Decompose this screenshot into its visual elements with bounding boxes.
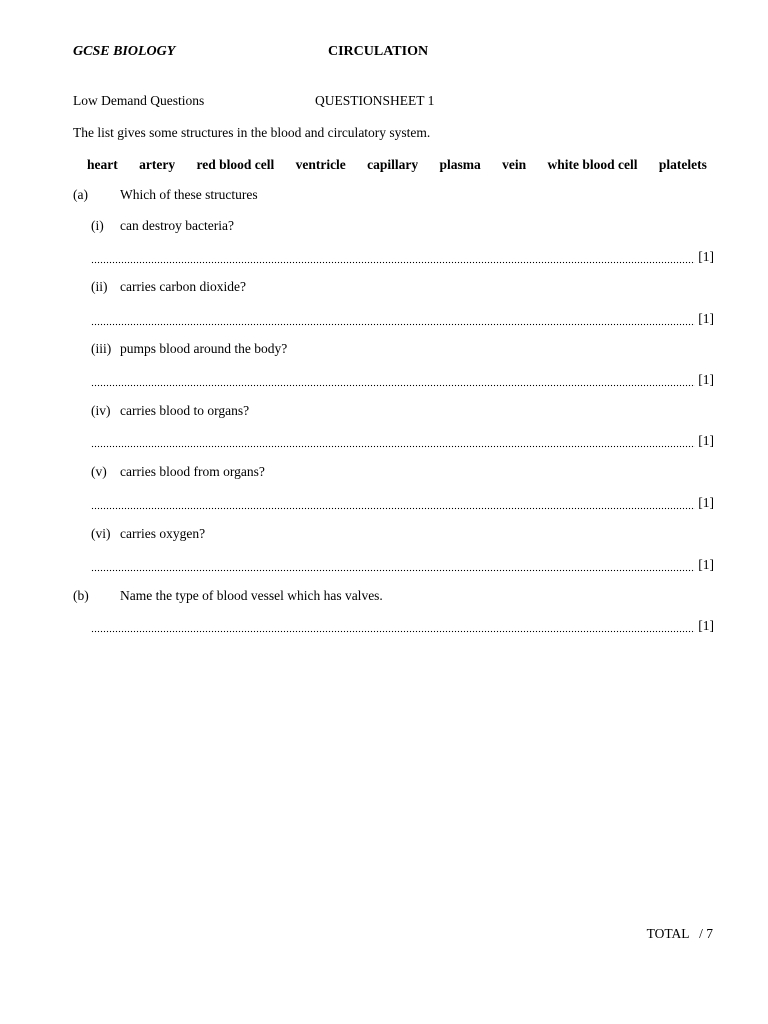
structure-word: vein	[502, 157, 527, 172]
structure-word: artery	[139, 157, 176, 172]
answer-line[interactable]	[91, 373, 714, 387]
question-label: (vi)	[91, 526, 111, 541]
question-label: (iv)	[91, 403, 111, 418]
question-label: (iii)	[91, 341, 112, 356]
question-text: carries carbon dioxide?	[120, 279, 246, 294]
question-label: (v)	[91, 464, 107, 479]
question-text: carries blood to organs?	[120, 403, 250, 418]
answer-line[interactable]	[91, 312, 714, 326]
question-text: carries blood from organs?	[120, 464, 265, 479]
structure-word-list	[87, 158, 707, 172]
total-marks: TOTAL / 7	[646, 926, 713, 941]
answer-line[interactable]	[91, 496, 714, 510]
part-b-label: (b)	[73, 588, 89, 603]
structure-word: ventricle	[295, 157, 346, 172]
dotted-answer-space[interactable]	[91, 438, 695, 448]
mark-allocation: [1]	[698, 618, 714, 633]
answer-line[interactable]	[91, 619, 714, 633]
dotted-answer-space[interactable]	[91, 316, 695, 326]
question-text: pumps blood around the body?	[120, 341, 288, 356]
answer-line[interactable]	[91, 558, 714, 572]
structure-word: heart	[87, 157, 118, 172]
structure-word: plasma	[439, 157, 481, 172]
structure-word: capillary	[367, 157, 419, 172]
mark-allocation: [1]	[698, 372, 714, 387]
dotted-answer-space[interactable]	[91, 623, 695, 633]
answer-line[interactable]	[91, 250, 714, 264]
answer-line[interactable]	[91, 434, 714, 448]
part-b-question: Name the type of blood vessel which has valves.	[120, 588, 383, 603]
dotted-answer-space[interactable]	[91, 562, 695, 572]
part-a-question: Which of these structures	[120, 187, 258, 202]
dotted-answer-space[interactable]	[91, 377, 695, 387]
topic-heading: CIRCULATION	[328, 44, 429, 59]
question-label: (i)	[91, 218, 104, 233]
intro-text: The list gives some structures in the blood and circulatory system.	[73, 125, 431, 140]
dotted-answer-space[interactable]	[91, 254, 695, 264]
demand-level: Low Demand Questions	[73, 93, 205, 108]
subject-heading: GCSE BIOLOGY	[73, 44, 176, 59]
mark-allocation: [1]	[698, 495, 714, 510]
questionsheet-number: QUESTIONSHEET 1	[315, 93, 435, 108]
structure-word: red blood cell	[196, 157, 275, 172]
mark-allocation: [1]	[698, 249, 714, 264]
question-text: can destroy bacteria?	[120, 218, 234, 233]
question-text: carries oxygen?	[120, 526, 206, 541]
structure-word: platelets	[658, 157, 707, 172]
question-label: (ii)	[91, 279, 108, 294]
mark-allocation: [1]	[698, 311, 714, 326]
mark-allocation: [1]	[698, 557, 714, 572]
part-a-label: (a)	[73, 187, 88, 202]
mark-allocation: [1]	[698, 433, 714, 448]
dotted-answer-space[interactable]	[91, 500, 695, 510]
structure-word: white blood cell	[547, 157, 638, 172]
